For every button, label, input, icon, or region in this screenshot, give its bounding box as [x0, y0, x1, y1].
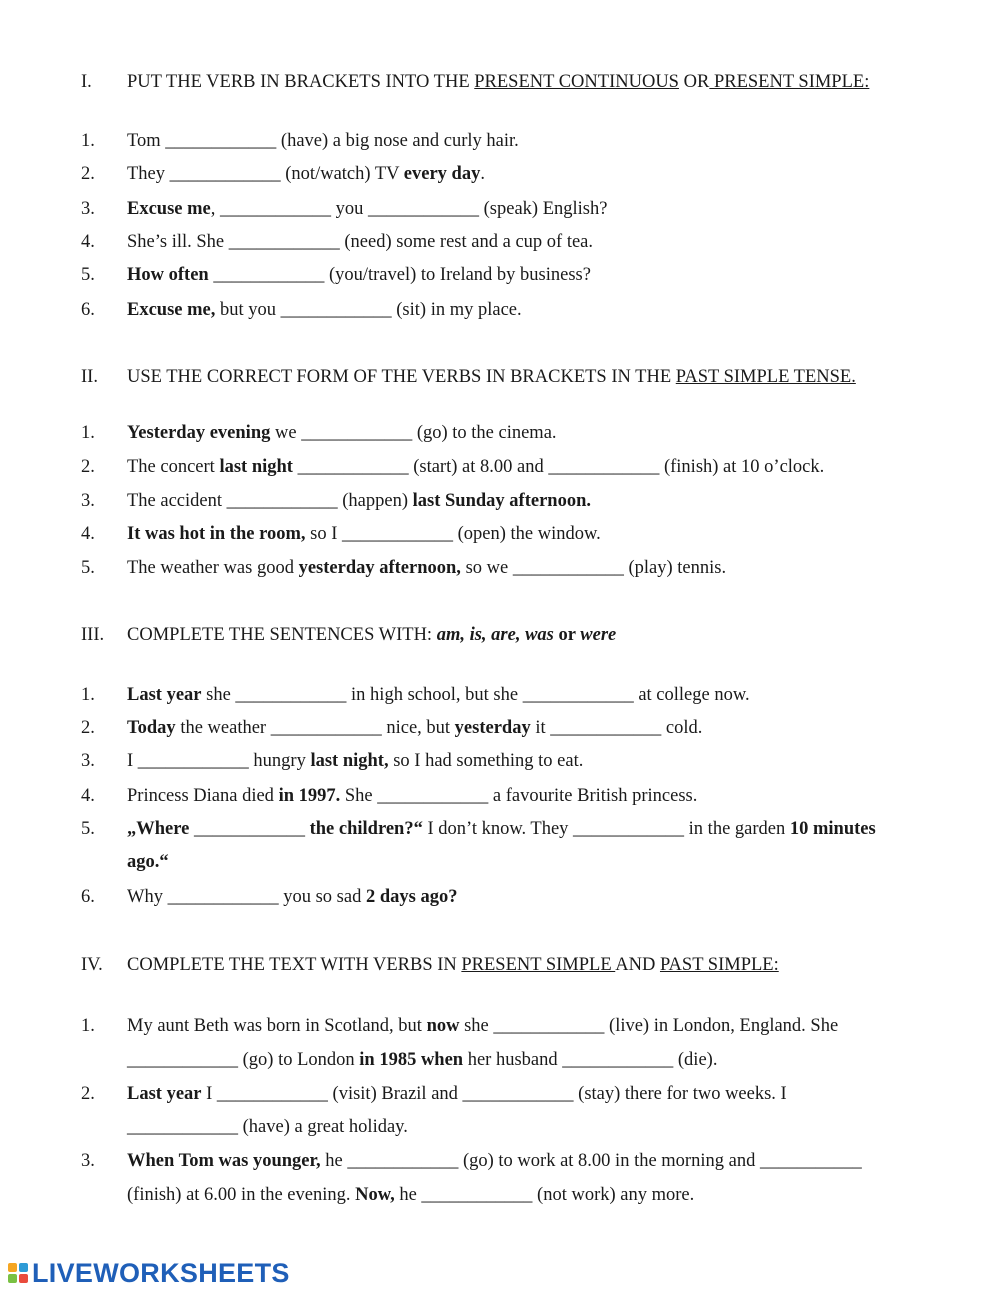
- item-text: [127, 199, 607, 220]
- section-title: [127, 625, 616, 646]
- item-text: [127, 491, 591, 512]
- section-number: I.: [81, 72, 92, 92]
- answer-blank[interactable]: ____________: [280, 300, 392, 320]
- text-run: .: [480, 164, 485, 184]
- text-run: (go) to the cinema.: [412, 423, 557, 443]
- text-run: (happen): [337, 491, 413, 511]
- answer-blank[interactable]: ____________: [137, 751, 249, 771]
- text-run: I don’t know. They: [422, 819, 574, 839]
- answer-blank[interactable]: ____________: [522, 685, 634, 705]
- item-number: 1.: [81, 1016, 95, 1036]
- answer-blank[interactable]: ____________: [127, 1050, 238, 1070]
- answer-blank[interactable]: ____________: [347, 1151, 459, 1171]
- text-run: last Sunday afternoon.: [412, 491, 591, 511]
- answer-blank[interactable]: ____________: [165, 131, 277, 151]
- answer-blank[interactable]: ____________: [216, 1084, 328, 1104]
- item-number: 5.: [81, 558, 95, 578]
- section-title: [127, 72, 869, 93]
- text-run: were: [580, 625, 617, 645]
- text-run: nice, but: [381, 718, 455, 738]
- text-run: (sit) in my place.: [391, 300, 522, 320]
- text-run: (finish) at 6.00 in the evening.: [127, 1185, 356, 1205]
- answer-blank[interactable]: ____________: [493, 1016, 605, 1036]
- logo-icon: [8, 1263, 28, 1283]
- logo-square-3: [8, 1274, 17, 1283]
- text-run: How often: [127, 265, 209, 285]
- answer-blank[interactable]: ____________: [573, 819, 685, 839]
- text-run: (go) to work at 8.00 in the morning and: [458, 1151, 760, 1171]
- text-run: The accident: [127, 491, 227, 511]
- text-run: COMPLETE THE SENTENCES WITH:: [127, 625, 437, 645]
- text-run: I: [201, 1084, 217, 1104]
- text-run: am, is, are, was: [436, 625, 554, 645]
- text-run: 2 days ago?: [365, 887, 458, 907]
- text-run: (not/watch) TV: [280, 164, 404, 184]
- text-run: (finish) at 10 o’clock.: [659, 457, 825, 477]
- item-text: [127, 164, 485, 185]
- item-number: 3.: [81, 751, 95, 771]
- text-run: (start) at 8.00 and: [408, 457, 549, 477]
- text-run: COMPLETE THE TEXT WITH VERBS IN: [127, 955, 462, 975]
- text-run: (you/travel) to Ireland by business?: [324, 265, 591, 285]
- item-number: 5.: [81, 819, 95, 839]
- text-run: The concert: [127, 457, 220, 477]
- text-run: (die).: [673, 1050, 718, 1070]
- answer-blank[interactable]: ____________: [421, 1185, 533, 1205]
- answer-blank[interactable]: ____________: [193, 819, 305, 839]
- item-number: 4.: [81, 524, 95, 544]
- text-run: Now,: [355, 1185, 395, 1205]
- answer-blank[interactable]: ____________: [297, 457, 409, 477]
- text-run: ago.“: [127, 852, 169, 872]
- text-run: now: [426, 1016, 460, 1036]
- text-run: Why: [127, 887, 168, 907]
- answer-blank[interactable]: ____________: [301, 423, 413, 443]
- text-run: PRESENT CONTINUOUS: [474, 72, 679, 92]
- item-text: [127, 524, 601, 545]
- text-run: They: [127, 164, 170, 184]
- text-run: you: [331, 199, 368, 219]
- section-number: IV.: [81, 955, 103, 975]
- answer-blank[interactable]: ____________: [235, 685, 347, 705]
- text-run: the children?“: [309, 819, 423, 839]
- text-run: Last year: [127, 1084, 202, 1104]
- answer-blank[interactable]: ____________: [228, 232, 340, 252]
- text-run: a favourite British princess.: [488, 786, 698, 806]
- text-run: Tom: [127, 131, 166, 151]
- item-text: [127, 232, 593, 253]
- text-run: USE THE CORRECT FORM OF THE VERBS IN BRACKETS IN THE: [127, 367, 676, 387]
- text-run: (stay) there for two weeks. I: [573, 1084, 787, 1104]
- text-run: last night: [219, 457, 293, 477]
- text-run: PUT THE VERB IN BRACKETS INTO THE: [127, 72, 475, 92]
- answer-blank[interactable]: ____________: [550, 718, 662, 738]
- text-run: cold.: [661, 718, 703, 738]
- text-run: When Tom was younger,: [127, 1151, 321, 1171]
- item-number: 3.: [81, 199, 95, 219]
- item-text: [127, 786, 697, 807]
- logo-text: LIVEWORKSHEETS: [32, 1257, 290, 1288]
- text-run: She’s ill. She: [127, 232, 229, 252]
- answer-blank[interactable]: ____________: [377, 786, 489, 806]
- item-number: 1.: [81, 685, 95, 705]
- text-run: he: [320, 1151, 348, 1171]
- text-run: (go) to London: [238, 1050, 360, 1070]
- text-run: or: [553, 625, 581, 645]
- answer-blank[interactable]: ____________: [226, 491, 338, 511]
- item-text: [127, 558, 726, 579]
- text-run: PRESENT SIMPLE: [461, 955, 616, 975]
- item-number: 6.: [81, 887, 95, 907]
- text-run: (have) a great holiday.: [238, 1117, 408, 1137]
- item-text: [127, 457, 824, 478]
- answer-blank[interactable]: ____________: [462, 1084, 574, 1104]
- answer-blank[interactable]: ____________: [562, 1050, 674, 1070]
- item-number: 2.: [81, 718, 95, 738]
- text-run: at college now.: [633, 685, 750, 705]
- answer-blank[interactable]: ____________: [127, 1117, 238, 1137]
- item-number: 2.: [81, 1084, 95, 1104]
- text-run: AND: [615, 955, 660, 975]
- text-run: hungry: [248, 751, 311, 771]
- text-run: Princess Diana died: [127, 786, 279, 806]
- text-run: last night,: [310, 751, 389, 771]
- text-run: (have) a big nose and curly hair.: [276, 131, 519, 151]
- item-number: 3.: [81, 1151, 95, 1171]
- section-title: [127, 955, 779, 976]
- text-run: in 1997.: [278, 786, 341, 806]
- section-number: II.: [81, 367, 98, 387]
- text-run: we: [270, 423, 302, 443]
- text-run: (speak) English?: [479, 199, 608, 219]
- answer-blank[interactable]: ____________: [220, 199, 331, 219]
- text-run: the weather: [175, 718, 271, 738]
- text-run: (open) the window.: [453, 524, 601, 544]
- text-run: Yesterday evening: [127, 423, 271, 443]
- item-text: [127, 131, 519, 152]
- text-run: OR: [678, 72, 710, 92]
- answer-blank[interactable]: ____________: [342, 524, 453, 544]
- text-run: so we: [460, 558, 513, 578]
- text-run: every day: [403, 164, 481, 184]
- text-run: ,: [210, 199, 220, 219]
- item-number: 1.: [81, 131, 95, 151]
- item-text: [127, 1084, 787, 1105]
- text-run: The weather was good: [127, 558, 299, 578]
- answer-blank[interactable]: ____________: [512, 558, 624, 578]
- item-text: [127, 1016, 838, 1037]
- item-text: [127, 1117, 408, 1138]
- item-text: [127, 423, 557, 444]
- section-title: [127, 367, 856, 388]
- answer-blank[interactable]: ____________: [270, 718, 382, 738]
- text-run: Today: [127, 718, 176, 738]
- item-number: 1.: [81, 423, 95, 443]
- item-number: 3.: [81, 491, 95, 511]
- text-run: 10 minutes: [789, 819, 876, 839]
- text-run: yesterday afternoon,: [298, 558, 461, 578]
- answer-blank[interactable]: ____________: [169, 164, 281, 184]
- answer-blank[interactable]: ____________: [368, 199, 479, 219]
- text-run: she: [201, 685, 236, 705]
- text-run: (play) tennis.: [623, 558, 727, 578]
- item-number: 4.: [81, 232, 95, 252]
- item-text: [127, 300, 522, 321]
- text-run: but you: [215, 300, 281, 320]
- text-run: PAST SIMPLE TENSE.: [675, 367, 856, 387]
- item-text: [127, 1185, 694, 1206]
- text-run: in high school, but she: [346, 685, 523, 705]
- text-run: PRESENT SIMPLE:: [709, 72, 870, 92]
- text-run: yesterday: [454, 718, 531, 738]
- text-run: Excuse me: [127, 199, 211, 219]
- item-number: 5.: [81, 265, 95, 285]
- answer-blank[interactable]: ___________: [759, 1151, 862, 1171]
- item-text: [127, 1050, 717, 1071]
- text-run: Excuse me,: [127, 300, 216, 320]
- text-run: in the garden: [684, 819, 790, 839]
- text-run: She: [340, 786, 378, 806]
- text-run: you so sad: [278, 887, 366, 907]
- item-text: [127, 718, 702, 739]
- text-run: in 1985 when: [359, 1050, 464, 1070]
- section-number: III.: [81, 625, 105, 645]
- item-number: 2.: [81, 164, 95, 184]
- text-run: (need) some rest and a cup of tea.: [339, 232, 594, 252]
- text-run: so I had something to eat.: [388, 751, 584, 771]
- item-number: 2.: [81, 457, 95, 477]
- text-run: her husband: [463, 1050, 563, 1070]
- text-run: PAST SIMPLE:: [659, 955, 779, 975]
- text-run: I: [127, 751, 138, 771]
- item-text: [127, 1151, 862, 1172]
- answer-blank[interactable]: ____________: [548, 457, 660, 477]
- text-run: it: [530, 718, 551, 738]
- item-text: [127, 685, 750, 706]
- text-run: so I: [305, 524, 342, 544]
- text-run: (visit) Brazil and: [327, 1084, 463, 1104]
- text-run: he: [394, 1185, 422, 1205]
- liveworksheets-logo[interactable]: [8, 1258, 290, 1288]
- text-run: she: [459, 1016, 494, 1036]
- logo-square-1: [8, 1263, 17, 1272]
- text-run: It was hot in the room,: [127, 524, 306, 544]
- text-run: „Where: [127, 819, 190, 839]
- text-run: Last year: [127, 685, 202, 705]
- logo-square-2: [19, 1263, 28, 1272]
- item-text: [127, 751, 583, 772]
- item-text: [127, 819, 876, 840]
- text-run: (not work) any more.: [532, 1185, 695, 1205]
- answer-blank[interactable]: ____________: [167, 887, 279, 907]
- item-number: 6.: [81, 300, 95, 320]
- logo-square-4: [19, 1274, 28, 1283]
- text-run: My aunt Beth was born in Scotland, but: [127, 1016, 427, 1036]
- text-run: (live) in London, England. She: [604, 1016, 839, 1036]
- item-text: [127, 887, 457, 908]
- item-text: [127, 852, 169, 873]
- item-text: [127, 265, 591, 286]
- item-number: 4.: [81, 786, 95, 806]
- answer-blank[interactable]: ____________: [213, 265, 325, 285]
